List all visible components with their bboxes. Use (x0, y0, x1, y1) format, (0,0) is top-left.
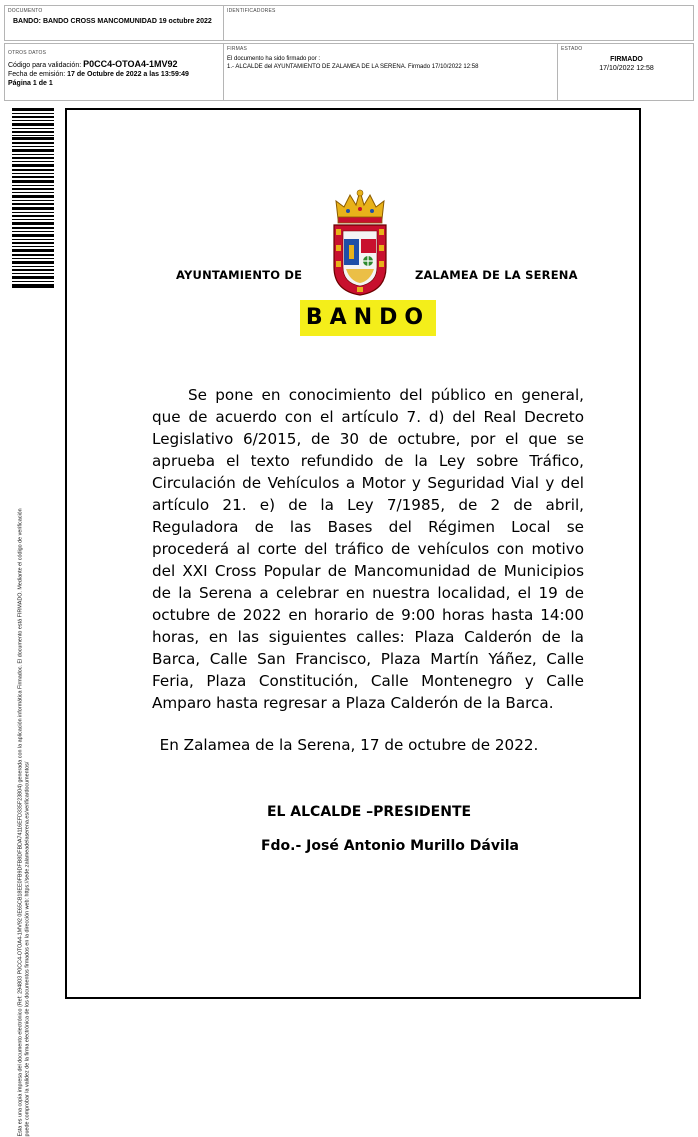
fecha-prefix: Fecha de emisión: (8, 71, 66, 78)
header-identificadores-cell (223, 5, 694, 41)
documento-label: DOCUMENTO (8, 8, 43, 14)
sidebar-line2: puede comprobar la validez de la firma electrónica de los documentos firmados en la dirección web: https://sede.zalameadelaserena.es/verificardocumentos/ (24, 761, 30, 1137)
otros-label: OTROS DATOS (8, 50, 47, 56)
estado-value: FIRMADO (610, 56, 643, 63)
header-estado-cell (557, 43, 694, 101)
bando-body-paragraph: Se pone en conocimiento del público en general, que de acuerdo con el artículo 7. d) del Real Decreto Legislativo 6/2015, de 30 de octubre, por el que se aprueba el texto refundido de la Ley sobre Tráfico, Circulación de Vehículos a Motor y Seguridad Vial y del artículo 21. e) de la Ley 7/1985, de 2 de abril, Reguladora de las Bases del Régimen Local se procederá al corte del tráfico de vehículos con motivo del XXI Cross Popular de Mancomunidad de Municipios de la Serena a celebrar en nuestra localidad, el 19 de octubre de 2022 en horario de 9:00 horas hasta 14:00 horas, en las siguientes calles: Plaza Calderón de la Barca, Calle San Francisco, Plaza Martín Yáñez, Calle Feria, Plaza Constitución, Calle Montenegro y Calle Amparo hasta regresar a Plaza Calderón de la Barca. (152, 386, 584, 712)
letterhead-right: ZALAMEA DE LA SERENA (415, 268, 578, 282)
letterhead-left: AYUNTAMIENTO DE (176, 268, 303, 282)
verification-sidebar-text (18, 197, 31, 1137)
firmas-label: FIRMAS (227, 46, 248, 52)
firmas-line2: 1.- ALCALDE del AYUNTAMIENTO DE ZALAMEA DE LA SERENA. Firmado 17/10/2022 12:58 (227, 64, 479, 70)
estado-label: ESTADO (561, 46, 583, 52)
signer-name: Fdo.- José Antonio Murillo Dávila (260, 838, 520, 854)
bando-title: BANDO (300, 300, 436, 336)
coat-of-arms-logo (330, 187, 390, 297)
pagina-label: Página 1 de 1 (8, 80, 53, 87)
estado-date: 17/10/2022 12:58 (599, 65, 654, 72)
firmas-line1: El documento ha sido firmado por : (227, 56, 321, 62)
header-firmas-cell (223, 43, 558, 101)
codigo-value: P0CC4-OTOA4-1MV92 (83, 59, 178, 69)
codigo-prefix: Código para validación: (8, 62, 82, 69)
codigo-line (8, 60, 178, 71)
header-otros-cell (4, 43, 224, 101)
signer-title: EL ALCALDE –PRESIDENTE (266, 804, 472, 820)
documento-value: BANDO: BANDO CROSS MANCOMUNIDAD 19 octubre 2022 (13, 18, 212, 25)
identificadores-label: IDENTIFICADORES (227, 8, 276, 14)
sidebar-line1: Esta es una copia impresa del documento electrónico (Ref: 294803 P0CC4-OTOA4-1MV92 0E65CB18EE0FB9DFB8DFBDA74116EFD335F23804) generada con la aplicación informática Firmadoc. El documento está FIRMADO. Mediante el código de verificación (17, 508, 24, 1137)
fecha-value: 17 de Octubre de 2022 a las 13:59:49 (67, 71, 189, 78)
header-documento-cell (4, 5, 224, 41)
date-line: En Zalamea de la Serena, 17 de octubre de 2022. (159, 736, 539, 754)
fecha-line (8, 71, 189, 80)
